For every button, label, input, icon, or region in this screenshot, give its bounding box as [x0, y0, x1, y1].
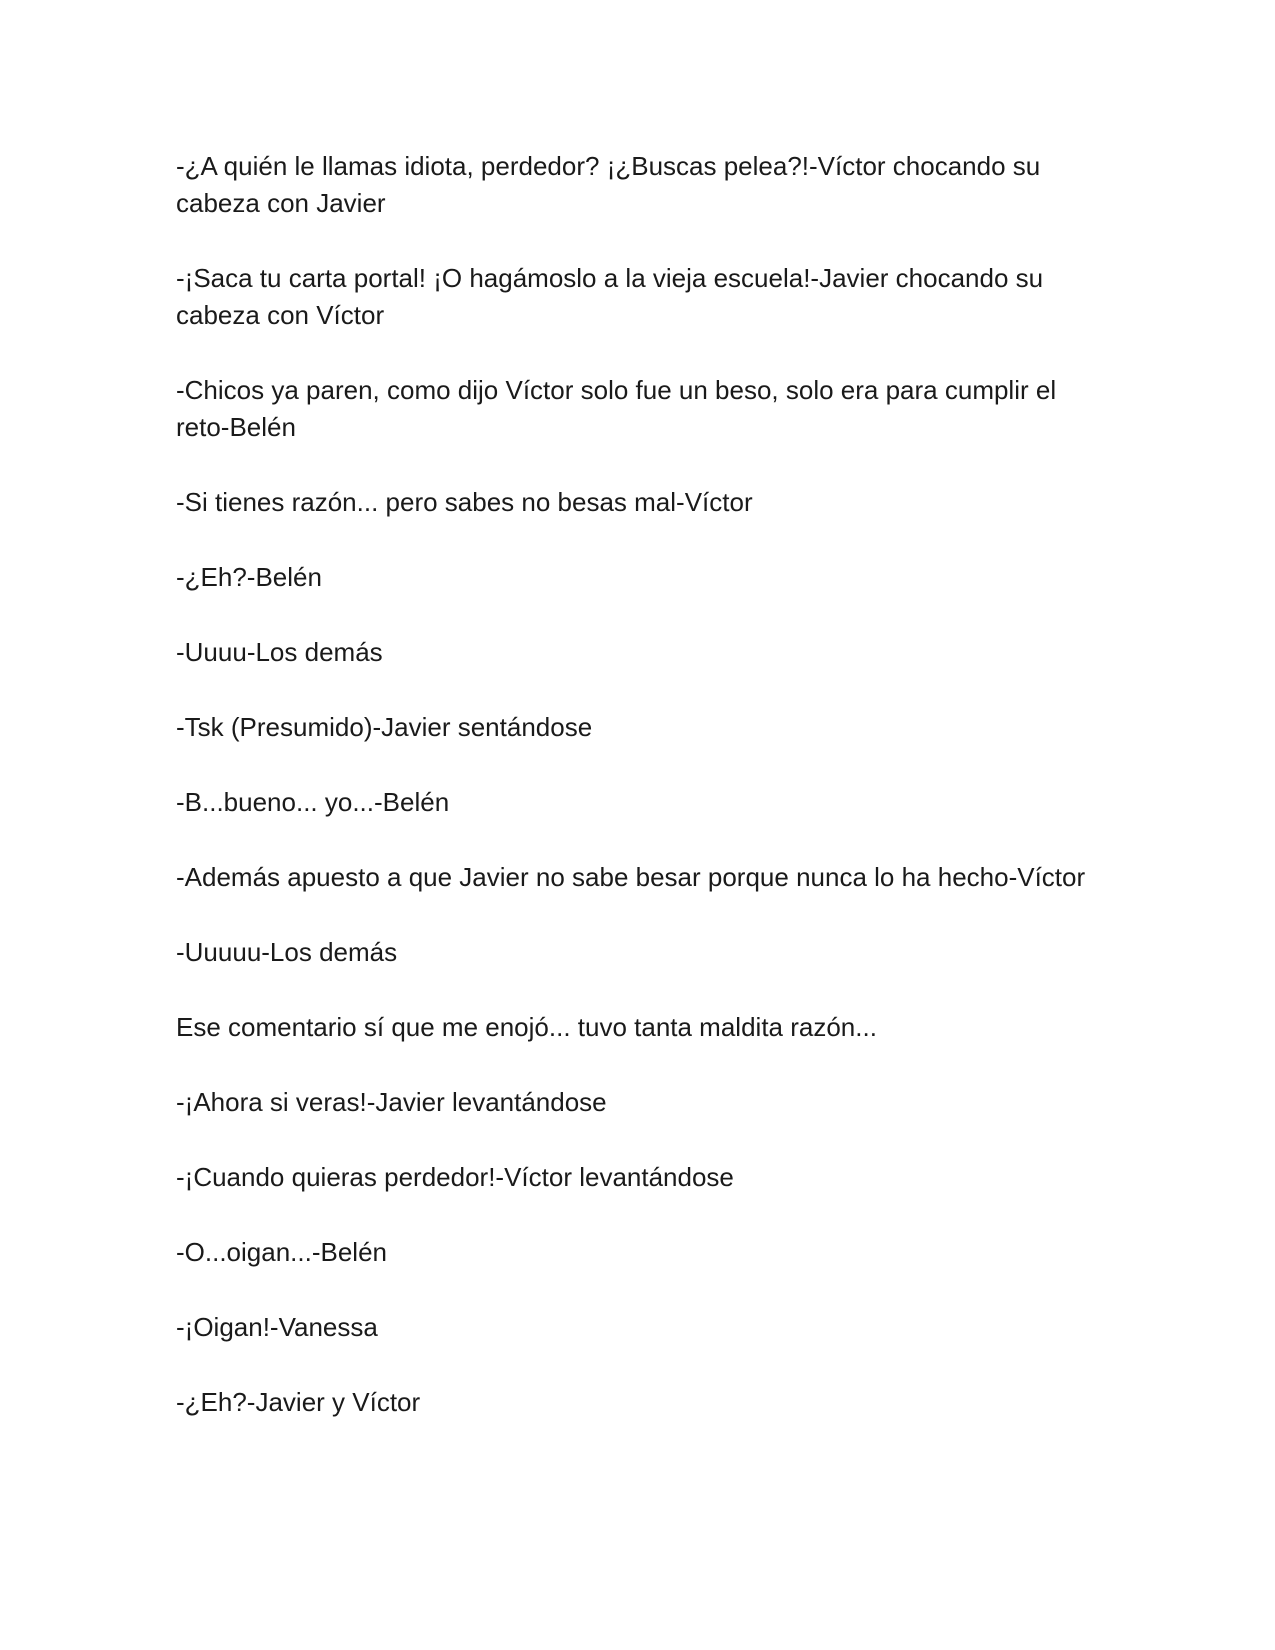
paragraph: -¿Eh?-Belén	[176, 562, 322, 592]
paragraph: -Si tienes razón... pero sabes no besas mal-Víctor	[176, 487, 753, 517]
paragraph: -¿A quién le llamas idiota, perdedor? ¡¿Buscas pelea?!-Víctor chocando su cabeza con Javier	[176, 151, 1041, 218]
paragraph: -O...oigan...-Belén	[176, 1237, 387, 1267]
paragraph: -¡Saca tu carta portal! ¡O hagámoslo a la vieja escuela!-Javier chocando su cabeza con Víctor	[176, 263, 1044, 330]
paragraph: -Uuuu-Los demás	[176, 637, 383, 667]
paragraph: -¿Eh?-Javier y Víctor	[176, 1387, 421, 1417]
paragraph: Ese comentario sí que me enojó... tuvo tanta maldita razón...	[176, 1012, 877, 1042]
paragraph: -¡Oigan!-Vanessa	[176, 1312, 378, 1342]
paragraph: -Chicos ya paren, como dijo Víctor solo fue un beso, solo era para cumplir el reto-Belén	[176, 375, 1057, 442]
paragraph: -Tsk (Presumido)-Javier sentándose	[176, 712, 593, 742]
document-body	[176, 148, 1096, 1459]
paragraph: -B...bueno... yo...-Belén	[176, 787, 450, 817]
paragraph: -¡Cuando quieras perdedor!-Víctor levantándose	[176, 1162, 734, 1192]
paragraph: -Además apuesto a que Javier no sabe besar porque nunca lo ha hecho-Víctor	[176, 862, 1086, 892]
paragraph: -Uuuuu-Los demás	[176, 937, 398, 967]
paragraph: -¡Ahora si veras!-Javier levantándose	[176, 1087, 607, 1117]
